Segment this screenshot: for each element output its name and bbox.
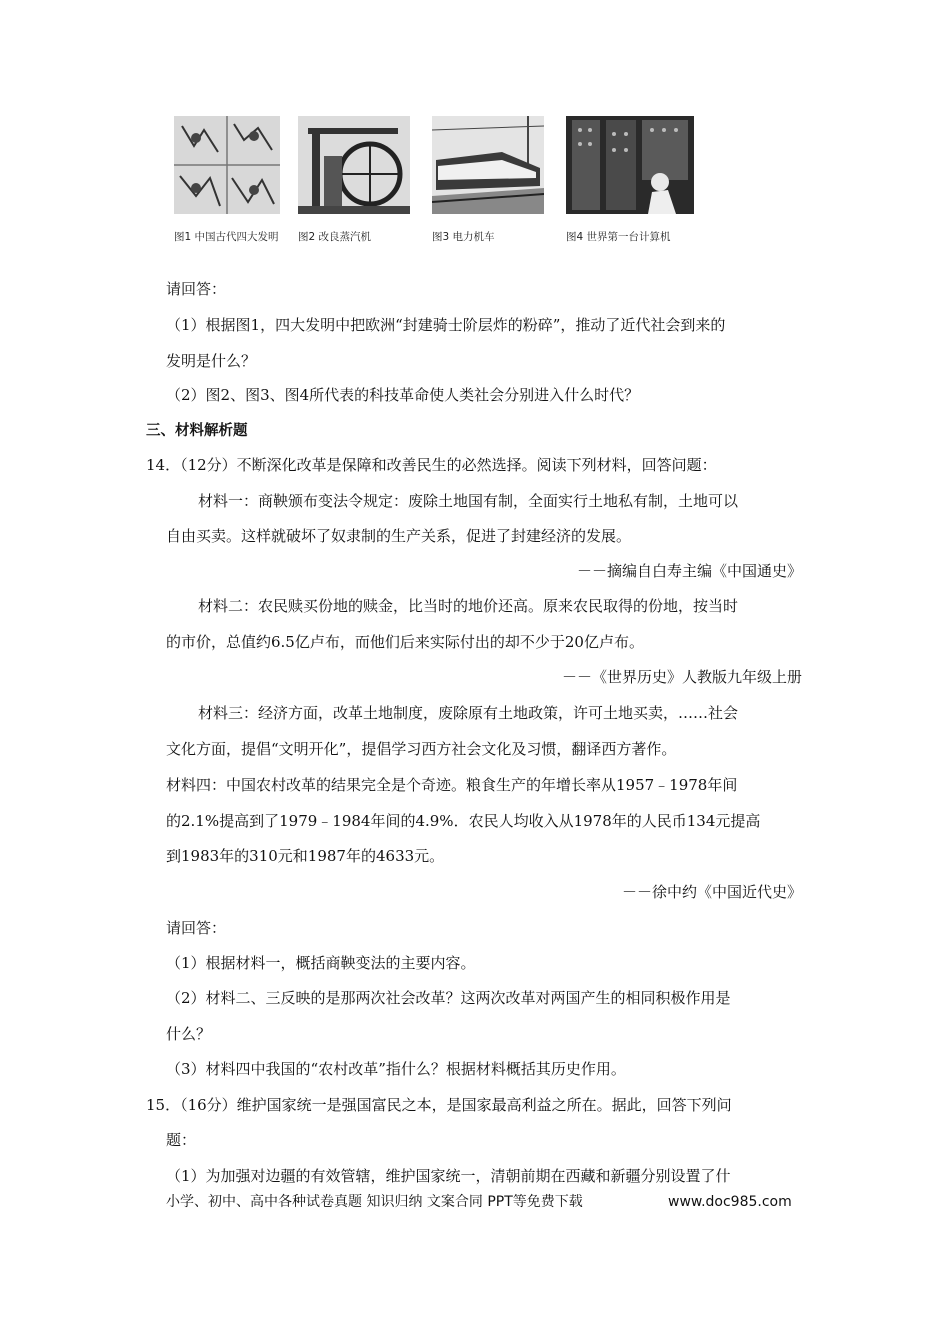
figure-strip [170, 116, 730, 256]
four-inventions-image [174, 116, 280, 214]
q14-intro: 14．（12分）不断深化改革是保障和改善民生的必然选择。阅读下列材料，回答问题： [146, 456, 717, 474]
q13-prompt: 请回答： [166, 280, 227, 298]
figure-4-caption: 图4 世界第一台计算机 [566, 231, 671, 243]
q14-subquestion-2-cont: 什么？ [166, 1025, 212, 1043]
q15-subquestion-1: （1）为加强对边疆的有效管辖，维护国家统一，清朝前期在西藏和新疆分别设置了什 [166, 1167, 731, 1185]
figure-3-caption: 图3 电力机车 [432, 231, 495, 243]
q15-intro: 15．（16分）维护国家统一是强国富民之本，是国家最高利益之所在。据此，回答下列问 [146, 1096, 732, 1114]
steam-engine-image [298, 116, 410, 214]
figure-1 [174, 116, 280, 243]
q13-subquestion-2: （2）图2、图3、图4所代表的科技革命使人类社会分别进入什么时代？ [166, 386, 640, 404]
figure-2 [298, 116, 410, 243]
q14-material-2-cont: 的市价，总值约6.5亿卢布，而他们后来实际付出的却不少于20亿卢布。 [166, 633, 644, 651]
q14-material-3: 材料三：经济方面，改革土地制度，废除原有土地政策，许可土地买卖，……社会 [198, 704, 739, 722]
q14-material-3-cont: 文化方面，提倡“文明开化”，提倡学习西方社会文化及习惯，翻译西方著作。 [166, 740, 677, 758]
electric-locomotive-image [432, 116, 544, 214]
q14-prompt: 请回答： [166, 919, 227, 937]
q14-material-1: 材料一：商鞅颁布变法令规定：废除土地国有制，全面实行土地私有制，土地可以 [198, 492, 739, 510]
footer-url[interactable]: www.doc985.com [668, 1194, 792, 1210]
q15-intro-cont: 题： [166, 1131, 197, 1149]
q13-subquestion-1-cont: 发明是什么？ [166, 352, 257, 370]
section-title: 三、材料解析题 [146, 423, 248, 439]
q14-material-2: 材料二：农民赎买份地的赎金，比当时的地价还高。原来农民取得的份地，按当时 [198, 597, 739, 615]
q14-material-2-source: －－《世界历史》人教版九年级上册 [561, 668, 802, 686]
q14-material-1-cont: 自由买卖。这样就破坏了奴隶制的生产关系，促进了封建经济的发展。 [166, 527, 632, 545]
figure-2-caption: 图2 改良蒸汽机 [298, 231, 372, 243]
q14-subquestion-1: （1）根据材料一，概括商鞅变法的主要内容。 [166, 954, 476, 972]
q14-material-4-cont-1: 的2.1%提高到了1979﹣1984年间的4.9%．农民人均收入从1978年的人民币134元提高 [166, 812, 761, 830]
first-computer-image [566, 116, 694, 214]
footer-text: 小学、初中、高中各种试卷真题 知识归纳 文案合同 PPT等免费下载 [166, 1194, 583, 1210]
q14-subquestion-3: （3）材料四中我国的“农村改革”指什么？根据材料概括其历史作用。 [166, 1060, 626, 1078]
figure-3 [432, 116, 544, 243]
q14-subquestion-2: （2）材料二、三反映的是那两次社会改革？这两次改革对两国产生的相同积极作用是 [166, 989, 731, 1007]
q14-material-1-source: －－摘编自白寿主编《中国通史》 [576, 562, 802, 580]
q14-material-4-cont-2: 到1983年的310元和1987年的4633元。 [166, 847, 445, 865]
q14-material-4: 材料四：中国农村改革的结果完全是个奇迹。粮食生产的年增长率从1957﹣1978年间 [166, 776, 738, 794]
figure-4 [566, 116, 694, 243]
q14-material-4-source: －－徐中约《中国近代史》 [621, 883, 802, 901]
figure-1-caption: 图1 中国古代四大发明 [174, 231, 279, 243]
q13-subquestion-1: （1）根据图1，四大发明中把欧洲“封建骑士阶层炸的粉碎”，推动了近代社会到来的 [166, 316, 726, 334]
